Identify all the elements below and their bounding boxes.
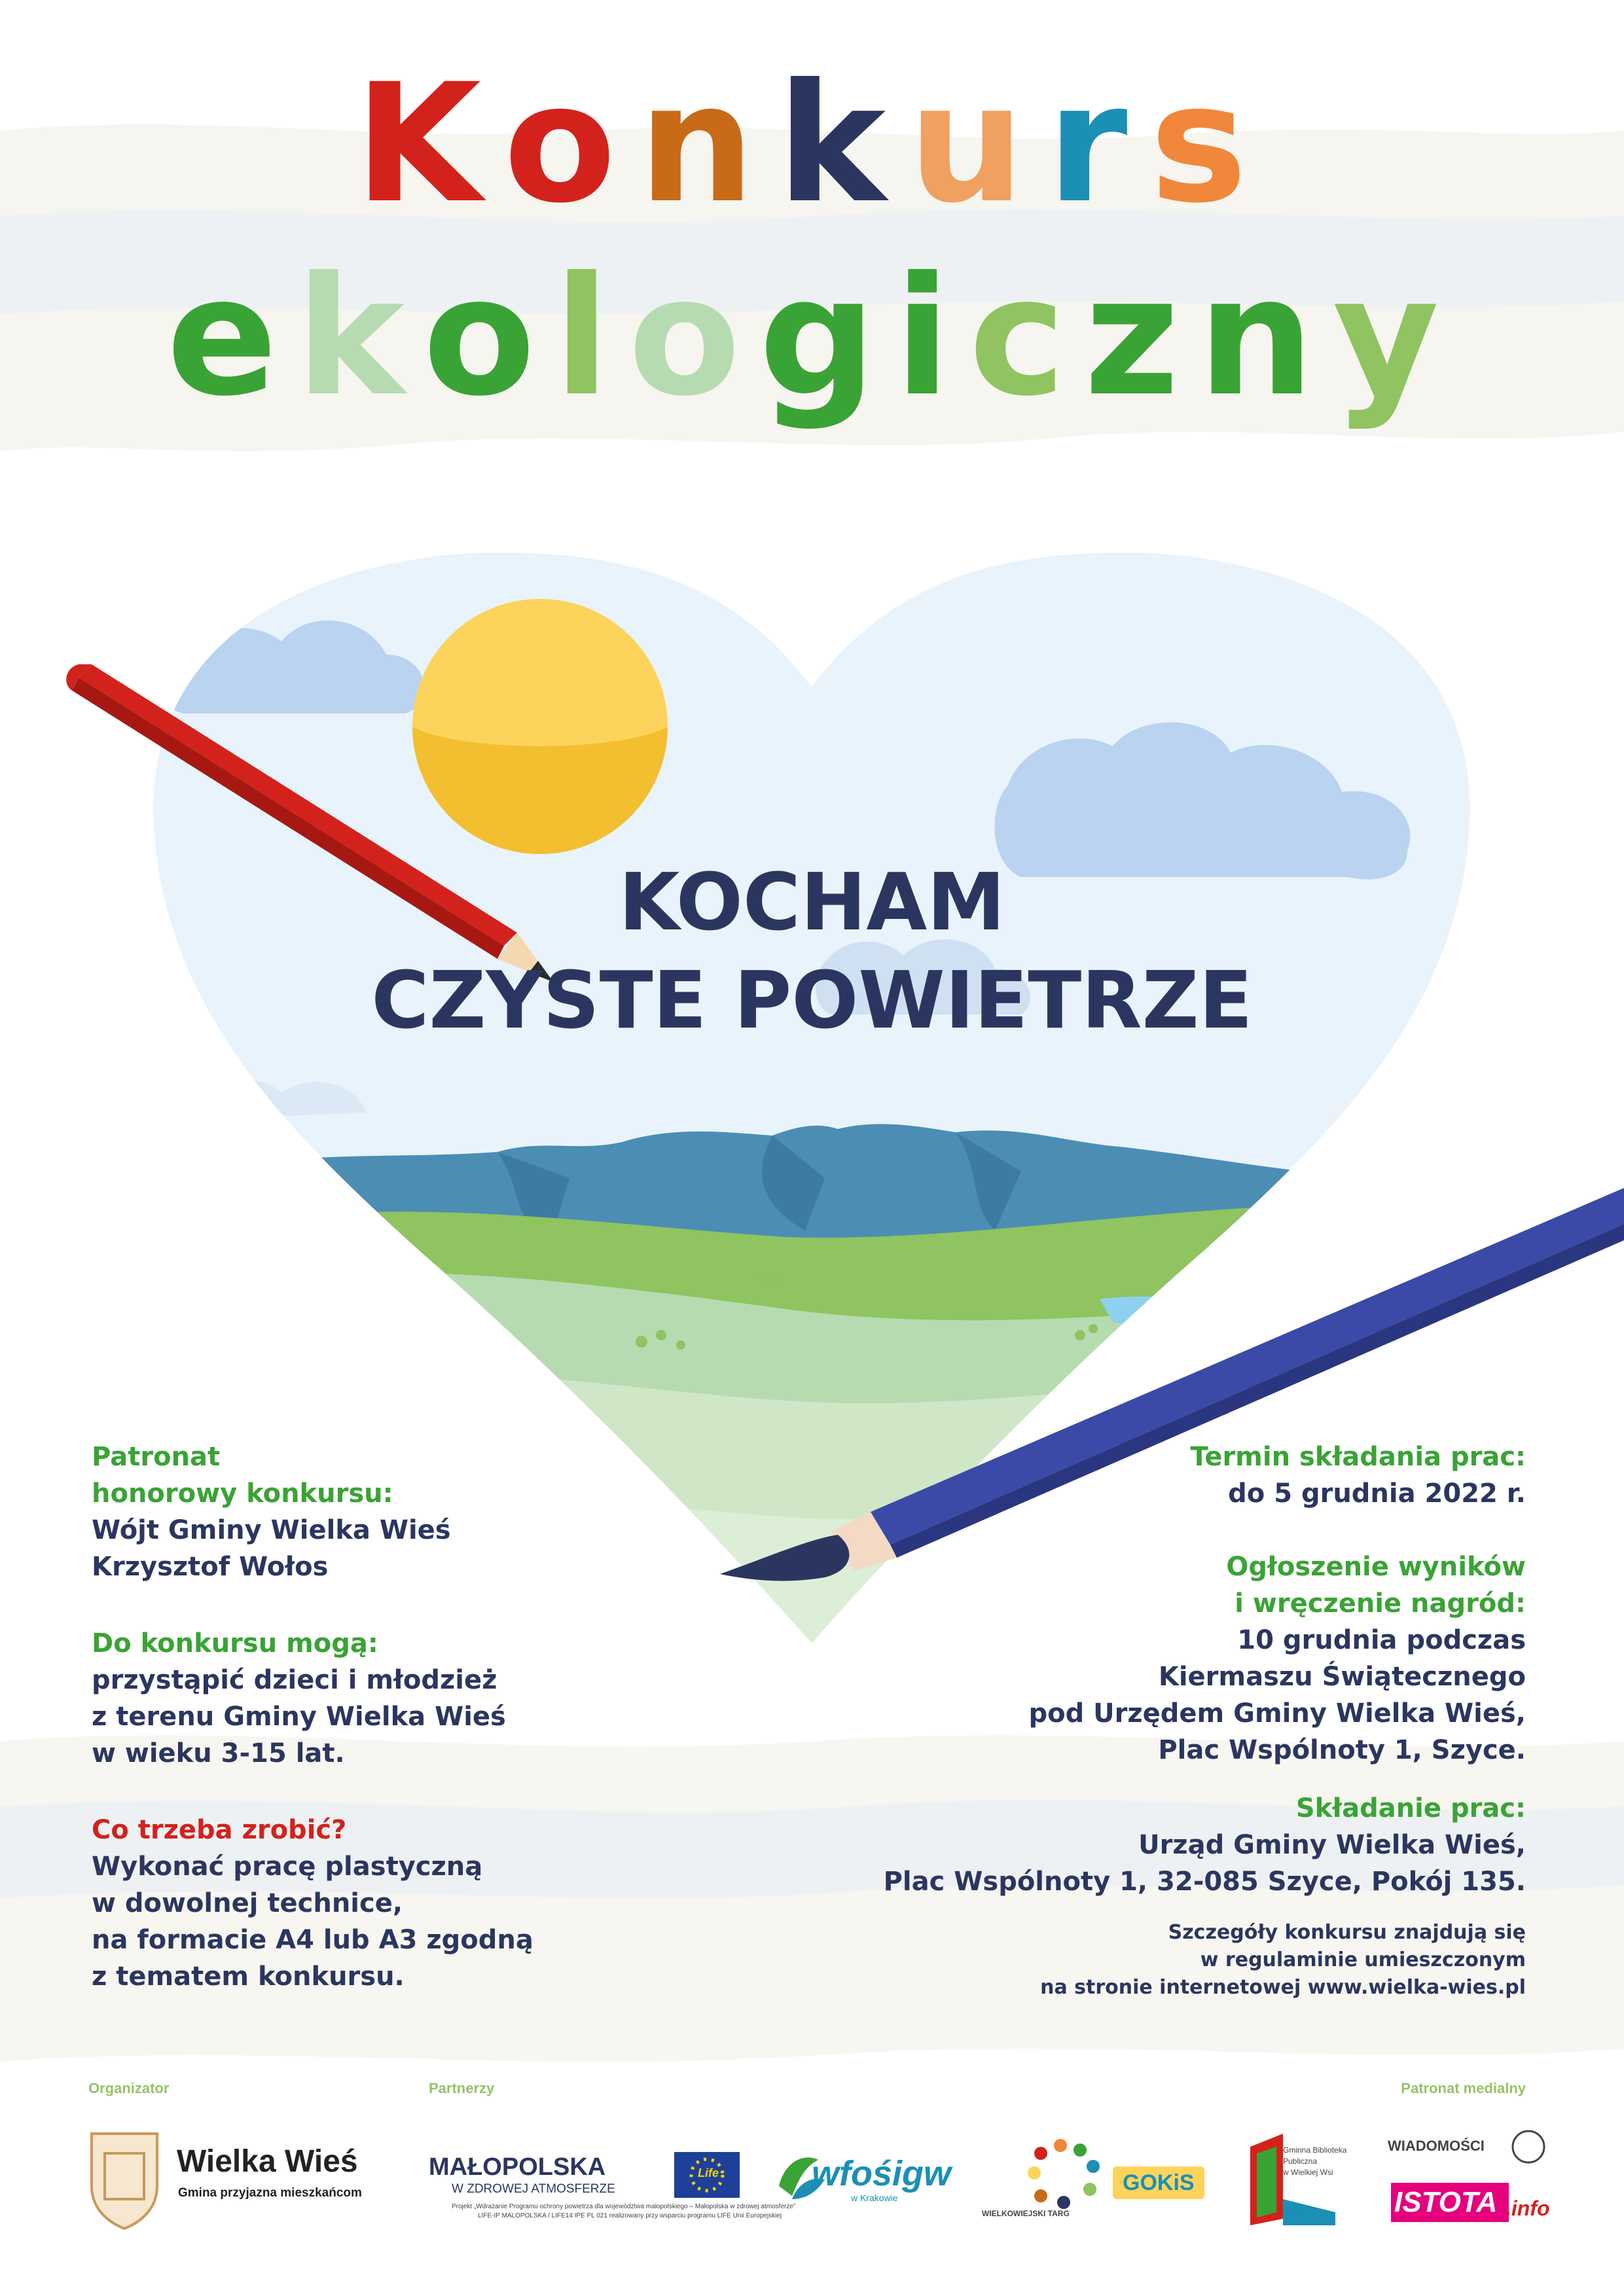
wielka-wies-logo-tagline: Gmina przyjazna mieszkańcom [178,2186,362,2200]
what-line-4: z tematem konkursu. [92,1962,405,1992]
results-line-1: 10 grudnia podczas [1237,1625,1526,1655]
malopolska-note-2: LIFE-IP MALOPOLSKA / LIFE14 IPE PL 021 realizowany przy wsparciu programu LIFE Unii Europejskiej [478,2212,782,2219]
results-block [1028,1549,1526,1768]
patronat-heading-1: Patronat [92,1442,221,1472]
title-ekologiczny-letter-2: o [423,242,554,432]
wielka-wies-crest [92,2134,157,2229]
title-ekologiczny-letter-4: o [628,242,759,432]
who-line-2: z terenu Gminy Wielka Wieś [92,1702,506,1732]
who-line-3: w wieku 3-15 lat. [92,1738,345,1768]
title-ekologiczny-letter-5: g [759,242,895,432]
title-ekologiczny-letter-10: y [1332,242,1458,432]
title-konkurs-letter-3: k [777,48,909,239]
what-line-3: na formacie A4 lub A3 zgodną [92,1925,533,1955]
title-konkurs-letter-6: s [1149,48,1270,239]
partners-label: Partnerzy [429,2080,495,2096]
title-ekologiczny-letter-9: n [1197,242,1333,432]
patronat-block [92,1439,451,1585]
malopolska-logo-sub: W ZDROWEJ ATMOSFERZE [452,2182,615,2196]
title-ekologiczny-letter-1: k [295,242,424,432]
title-ekologiczny-letter-0: e [166,242,296,432]
details-line-2: w regulaminie umieszczonym [1200,1948,1526,1971]
slogan [0,854,1624,1050]
results-heading-1: Ogłoszenie wyników [1226,1552,1526,1582]
title-ekologiczny-letter-6: i [894,242,969,432]
details-line-3: na stronie internetowej www.wielka-wies.pl [1040,1976,1526,1999]
results-line-3: pod Urzędem Gminy Wielka Wieś, [1028,1698,1526,1729]
who-line-1: przystąpić dzieci i młodzież [92,1665,497,1695]
wiadomosci-logo-mark [1513,2131,1544,2162]
wfosigw-logo-sub: w Krakowie [851,2193,898,2203]
targ-logo-name: WIELKOWIEJSKI TARG [982,2209,1070,2218]
biblioteka-line-3: w Wielkiej Wsi [1283,2168,1333,2177]
targ-logo-mark [1028,2139,1100,2209]
details-line-1: Szczegóły konkursu znajdują się [1168,1921,1526,1944]
submit-heading: Składanie prac: [1295,1793,1526,1823]
results-heading-2: i wręczenie nagród: [1235,1588,1526,1619]
slogan-line-1: KOCHAM [619,857,1005,948]
details-block [1040,1919,1526,2001]
biblioteka-line-2: Publiczna [1283,2157,1318,2166]
what-line-1: Wykonać pracę plastyczną [92,1852,483,1882]
what-block [92,1812,533,1995]
title-konkurs-letter-1: o [503,48,639,239]
deadline-heading: Termin składania prac: [1190,1442,1526,1472]
title-konkurs-letter-4: u [908,48,1047,239]
wfosigw-logo-name: wfośigw [812,2154,951,2193]
gokis-logo-name: GOKiS [1123,2170,1195,2195]
title-konkurs-letter-2: n [638,48,778,239]
patronat-heading-2: honorowy konkursu: [92,1479,393,1509]
biblioteka-line-1: Gminna Biblioteka [1283,2145,1347,2155]
istota-logo-name: ISTOTA [1394,2186,1498,2218]
results-line-2: Kiermaszu Świątecznego [1158,1662,1526,1692]
submit-line-2: Plac Wspólnoty 1, 32-085 Szyce, Pokój 135. [883,1867,1526,1897]
deadline-line-1: do 5 grudnia 2022 r. [1228,1479,1526,1509]
istota-logo-suffix: .info [1506,2197,1550,2220]
title-ekologiczny [0,242,1624,432]
submit-block [884,1790,1526,1900]
malopolska-note-1: Projekt „Wdrażanie Programu ochrony powietrza dla województwa małopolskiego – Małopolska w zdrowej atmosferze” [452,2203,796,2210]
submit-line-1: Urząd Gminy Wielka Wieś, [1138,1830,1526,1860]
results-line-4: Plac Wspólnoty 1, Szyce. [1158,1735,1526,1765]
who-heading: Do konkursu mogą: [92,1628,378,1659]
media-label: Patronat medialny [1401,2080,1526,2096]
who-block [92,1625,506,1772]
title-ekologiczny-letter-7: c [969,242,1085,432]
life-logo: Life [698,2166,719,2179]
wiadomosci-logo-name: WIADOMOŚCI [1388,2138,1485,2154]
patronat-line-2: Krzysztof Wołos [92,1552,329,1582]
title-ekologiczny-letter-8: z [1084,242,1198,432]
slogan-line-2: CZYSTE POWIETRZE [371,956,1253,1047]
lake [1100,1297,1257,1327]
title-konkurs-letter-5: r [1047,48,1150,239]
title-konkurs [0,48,1624,239]
wielka-wies-logo-name: Wielka Wieś [177,2144,358,2179]
patronat-line-1: Wójt Gminy Wielka Wieś [92,1515,451,1545]
malopolska-logo-name: MAŁOPOLSKA [429,2153,606,2181]
title-ekologiczny-letter-3: l [553,242,628,432]
what-line-2: w dowolnej technice, [92,1888,403,1918]
organizer-label: Organizator [88,2080,170,2096]
title-konkurs-letter-0: K [354,48,504,239]
deadline-block [1190,1439,1526,1512]
what-heading: Co trzeba zrobić? [92,1815,347,1845]
